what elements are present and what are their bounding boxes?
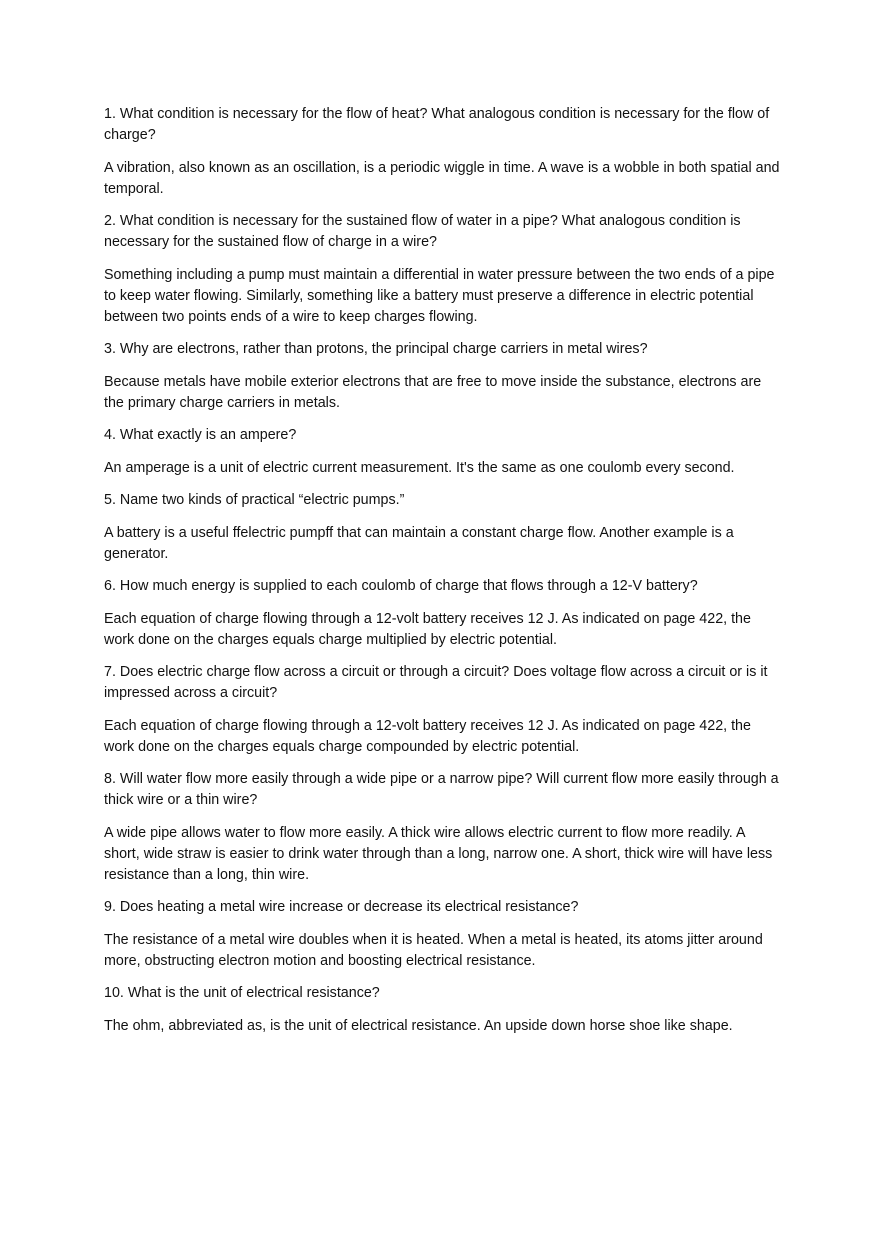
answer-6: Each equation of charge flowing through a 12-volt battery receives 12 J. As indicated on page 422, the work done on the charges equals charge multiplied by electric potential.: [104, 610, 751, 648]
question-10: 10. What is the unit of electrical resistance?: [104, 985, 380, 1001]
question-4: 4. What exactly is an ampere?: [104, 427, 297, 443]
answer-5: A battery is a useful ffelectric pumpff that can maintain a constant charge flow. Another example is a generator.: [104, 524, 734, 562]
answer-8: A wide pipe allows water to flow more easily. A thick wire allows electric current to flow more readily. A short, wide straw is easier to drink water through than a long, narrow one. A short, thick wire will have less resistance than a long, thin wire.: [104, 824, 773, 883]
question-1: 1. What condition is necessary for the flow of heat? What analogous condition is necessary for the flow of charge?: [104, 106, 770, 143]
question-3: 3. Why are electrons, rather than protons, the principal charge carriers in metal wires?: [104, 341, 648, 357]
question-5: 5. Name two kinds of practical “electric pumps.”: [104, 492, 405, 508]
answer-4: An amperage is a unit of electric current measurement. It's the same as one coulomb every second.: [104, 459, 735, 476]
answer-3: Because metals have mobile exterior electrons that are free to move inside the substance, electrons are the primary charge carriers in metals.: [104, 373, 762, 411]
question-8: 8. Will water flow more easily through a wide pipe or a narrow pipe? Will current flow more easily through a thick wire or a thin wire?: [104, 771, 779, 808]
answer-1: A vibration, also known as an oscillation, is a periodic wiggle in time. A wave is a wobble in both spatial and temporal.: [104, 159, 780, 197]
answer-7: Each equation of charge flowing through a 12-volt battery receives 12 J. As indicated on page 422, the work done on the charges equals charge compounded by electric potential.: [104, 717, 751, 755]
answer-2: Something including a pump must maintain a differential in water pressure between the two ends of a pipe to keep water flowing. Similarly, something like a battery must preserve a difference in electric potential between two points ends of a wire to keep charges flowing.: [104, 266, 775, 325]
question-2: 2. What condition is necessary for the sustained flow of water in a pipe? What analogous condition is necessary for the sustained flow of charge in a wire?: [104, 213, 741, 250]
document-body: [104, 104, 780, 1048]
answer-9: The resistance of a metal wire doubles when it is heated. When a metal is heated, its atoms jitter around more, obstructing electron motion and boosting electrical resistance.: [104, 931, 763, 969]
answer-10: The ohm, abbreviated as, is the unit of electrical resistance. An upside down horse shoe like shape.: [104, 1017, 733, 1034]
question-9: 9. Does heating a metal wire increase or decrease its electrical resistance?: [104, 899, 579, 915]
question-7: 7. Does electric charge flow across a circuit or through a circuit? Does voltage flow across a circuit or is it impressed across a circuit?: [104, 664, 768, 701]
question-6: 6. How much energy is supplied to each coulomb of charge that flows through a 12-V battery?: [104, 578, 698, 594]
